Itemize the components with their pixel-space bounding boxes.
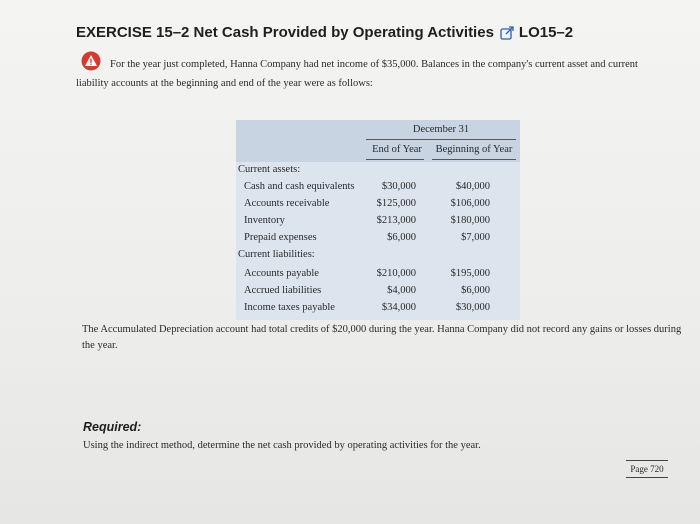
table-row <box>236 181 520 198</box>
row-label: Accounts payable <box>244 268 319 279</box>
row-end-value: $125,000 <box>376 198 416 209</box>
row-label: Prepaid expenses <box>244 232 317 243</box>
row-end-value: $4,000 <box>387 285 416 296</box>
exercise-title <box>76 24 573 41</box>
row-begin-value: $30,000 <box>455 302 490 313</box>
page-reference <box>626 460 668 478</box>
page-ref-text: Page 720 <box>630 464 664 474</box>
row-begin-value: $106,000 <box>450 198 490 209</box>
header-rule <box>366 139 516 140</box>
learning-objective[interactable]: LO15–2 <box>518 24 574 41</box>
row-end-value: $213,000 <box>376 215 416 226</box>
intro-line-1: For the year just completed, Hanna Company had net income of $35,000. Balances in the company's current asset and current <box>110 59 638 70</box>
header-beginning-of-year: Beginning of Year <box>435 144 513 155</box>
table-body <box>236 162 520 320</box>
header-end-of-year: End of Year <box>372 144 422 155</box>
external-link-icon[interactable] <box>500 26 515 40</box>
row-label: Cash and cash equivalents <box>244 181 355 192</box>
row-begin-value: $180,000 <box>450 215 490 226</box>
header-december-31: December 31 <box>412 124 470 135</box>
table-header <box>236 120 520 162</box>
row-begin-value: $7,000 <box>461 232 490 243</box>
row-label: Accrued liabilities <box>244 285 322 296</box>
row-label: Accounts receivable <box>244 198 330 209</box>
required-text: Using the indirect method, determine the net cash provided by operating activities for the year. <box>83 440 481 451</box>
row-end-value: $34,000 <box>381 302 416 313</box>
depreciation-note: The Accumulated Depreciation account had total credits of $20,000 during the year. Hanna Company did not record any gains or losses during the year. <box>82 324 682 351</box>
intro-paragraph <box>76 55 686 93</box>
row-label: Current assets: <box>238 164 301 175</box>
row-label: Current liabilities: <box>238 249 315 260</box>
row-end-value: $210,000 <box>376 268 416 279</box>
table-row <box>236 302 520 319</box>
page-ref-rule-bottom <box>626 477 668 478</box>
row-begin-value: $195,000 <box>450 268 490 279</box>
table-row <box>236 285 520 302</box>
table-row <box>236 198 520 215</box>
row-label: Income taxes payable <box>244 302 335 313</box>
page-ref-rule-top <box>626 460 668 461</box>
header-underline-2 <box>432 159 516 160</box>
row-end-value: $6,000 <box>387 232 416 243</box>
table-row <box>236 268 520 285</box>
header-underline-1 <box>366 159 424 160</box>
required-heading: Required: <box>83 420 142 434</box>
intro-line-2: liability accounts at the beginning and end of the year were as follows: <box>76 78 373 89</box>
table-row <box>236 215 520 232</box>
row-begin-value: $40,000 <box>455 181 490 192</box>
row-end-value: $30,000 <box>381 181 416 192</box>
table-row <box>236 232 520 249</box>
row-label: Inventory <box>244 215 285 226</box>
table-row <box>236 164 520 181</box>
title-text: EXERCISE 15–2 Net Cash Provided by Operating Activities <box>76 24 494 41</box>
table-row <box>236 249 520 266</box>
balances-table <box>236 120 520 320</box>
row-begin-value: $6,000 <box>461 285 490 296</box>
